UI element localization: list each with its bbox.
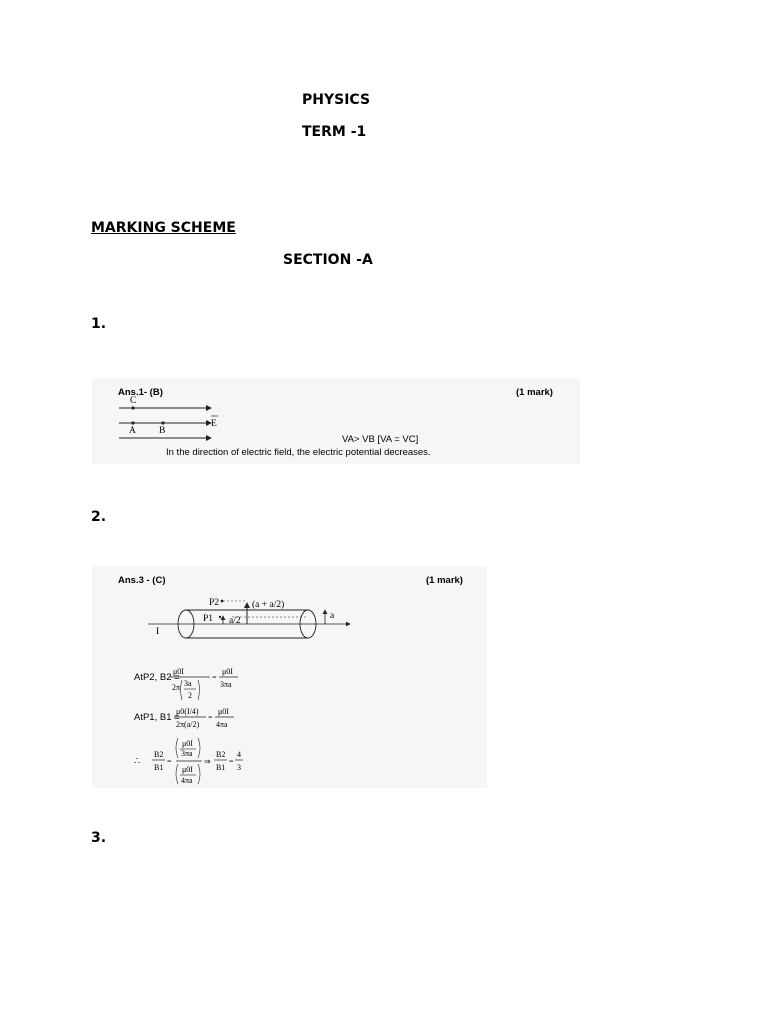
answer-2-marks: (1 mark): [426, 575, 463, 586]
svg-text:4πa: 4πa: [181, 776, 193, 785]
svg-text:4πa: 4πa: [216, 720, 228, 729]
answer-1-heading: Ans.1- (B): [118, 387, 163, 398]
svg-text:2π(a/2): 2π(a/2): [176, 720, 200, 729]
svg-text:3πa: 3πa: [181, 749, 193, 758]
svg-text:4: 4: [237, 750, 241, 759]
svg-text:=: =: [167, 757, 172, 766]
svg-text:=: =: [229, 757, 234, 766]
svg-text:μ0I: μ0I: [222, 667, 233, 676]
equation-2-rhs: [174, 707, 234, 729]
p1-dot: [219, 616, 221, 618]
point-a-label: A: [129, 426, 136, 436]
svg-text:μ0I: μ0I: [182, 739, 193, 748]
svg-text:B1: B1: [216, 763, 226, 772]
svg-text:μ0I: μ0I: [173, 667, 184, 676]
equation-2-lhs: AtP1, B1 =: [134, 712, 180, 723]
question-number-3: 3.: [91, 830, 107, 846]
svg-text:2π: 2π: [172, 683, 181, 692]
svg-text:μ0I: μ0I: [182, 765, 193, 774]
current-label: I: [156, 627, 160, 637]
equation-1-rhs: [170, 667, 238, 700]
p2-label: P2: [209, 598, 220, 608]
equation-1-lhs: AtP2, B2 =: [134, 672, 180, 683]
point-b-label: B: [159, 426, 166, 436]
point-b-dot: [161, 421, 164, 424]
point-c-label: C: [130, 396, 137, 406]
svg-text:3πa: 3πa: [220, 680, 232, 689]
svg-text:μ0(I/4): μ0(I/4): [176, 707, 199, 716]
question-number-2: 2.: [91, 509, 107, 525]
therefore-symbol: ∴: [134, 756, 141, 767]
answer-1-marks: (1 mark): [516, 387, 553, 398]
answer-1-figure: [92, 378, 580, 464]
subject-title: PHYSICS: [302, 92, 371, 108]
p1-label: P1: [203, 614, 214, 624]
radius-label: a: [330, 611, 335, 621]
answer-1-statement: In the direction of electric field, the electric potential decreases.: [166, 447, 431, 458]
top-distance-label: (a + a/2): [252, 600, 285, 610]
svg-text:B2: B2: [216, 750, 226, 759]
equation-3: [152, 738, 243, 785]
term-title: TERM -1: [302, 124, 367, 140]
mid-distance-label: a/2: [229, 616, 241, 626]
svg-text:=: =: [212, 673, 217, 682]
p2-dot: [221, 600, 224, 603]
marking-scheme-heading: MARKING SCHEME: [91, 220, 236, 236]
point-c-dot: [131, 406, 134, 409]
svg-text:⇒: ⇒: [204, 757, 211, 766]
svg-text:3a: 3a: [184, 679, 192, 688]
svg-text:2: 2: [188, 691, 192, 700]
svg-text:=: =: [208, 713, 213, 722]
question-number-1: 1.: [91, 316, 107, 332]
potential-relation: VA> VB [VA = VC]: [342, 434, 419, 445]
point-a-dot: [131, 421, 134, 424]
field-label: E: [211, 419, 217, 429]
answer-2-heading: Ans.3 - (C): [118, 575, 166, 586]
svg-text:B1: B1: [154, 763, 164, 772]
section-heading: SECTION -A: [283, 252, 373, 268]
svg-text:μ0I: μ0I: [218, 707, 229, 716]
answer-2-figure: [92, 566, 487, 788]
svg-text:B2: B2: [154, 750, 164, 759]
svg-text:3: 3: [237, 763, 241, 772]
